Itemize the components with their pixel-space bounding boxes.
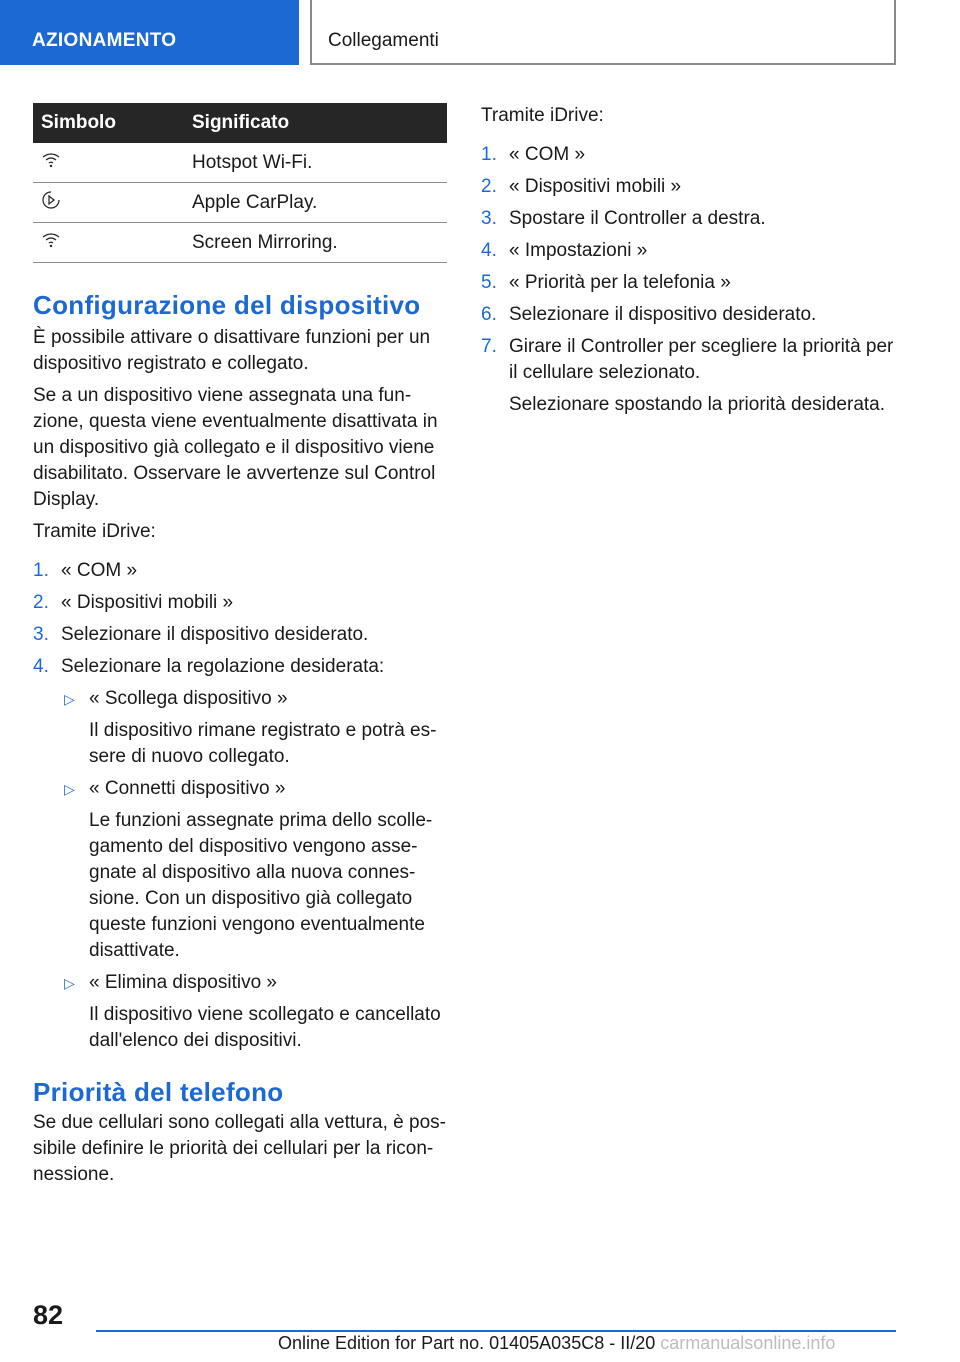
symbol-table [33,103,447,263]
table-header-meaning: Significato [192,103,447,143]
option-list [61,686,447,1054]
wifi-hotspot-icon [41,152,61,168]
priority-heading: Priorità del telefono [33,1077,284,1107]
table-row [33,143,447,183]
option-item: ▷ « Connetti dispositivo » Le funzioni assegnate prima dello scolle-gamento del dispositivo vengono asse-gnate al dispositivo alla nuova connes-sione. Con un dispositivo già collegato queste funzioni vengono eventualmente disattivate. [64,778,433,961]
list-item: 2. « Dispositivi mobili » [481,176,682,197]
meaning-cell: Apple CarPlay. [192,183,447,223]
section-tab[interactable]: AZIONAMENTO [0,0,299,65]
list-item: 1. « COM » [481,144,586,165]
list-item: 5. « Priorità per la telefonia » [481,272,731,293]
option-item: ▷ « Scollega dispositivo » Il dispositivo rimane registrato e potrà es-sere di nuovo collegato. [64,688,437,767]
right-column [481,103,901,418]
list-item: 4. « Impostazioni » [481,240,648,261]
screen-mirroring-icon [41,232,61,248]
edition-text: Online Edition for Part no. 01405A035C8 - II/20 [278,1333,656,1353]
list-item: 7. Girare il Controller per scegliere la priorità per il cellulare selezionato. Selezionare spostando la priorità desiderata. [481,334,901,418]
table-header-symbol: Simbolo [33,103,192,143]
priority-paragraph: Se due cellulari sono collegati alla vettura, è pos-sibile definire le priorità dei cellulari per la ricon-nessione. [33,1112,446,1185]
meaning-cell: Screen Mirroring. [192,223,447,263]
meaning-cell: Hotspot Wi-Fi. [192,143,447,183]
step-note: Selezionare spostando la priorità desiderata. [509,394,886,415]
triangle-bullet-icon: ▷ [64,691,75,707]
list-item: 4. Selezionare la regolazione desiderata: ▷ « Scollega dispositivo » Il dispositivo rimane registrato e potrà es-sere di nuovo collegato. ▷ « Connetti dispositivo » Le funzioni assegnate prima dello scolle-gamento del dispositivo vengono asse-gnate al dispositivo alla nuova connes-sione. Con un dispositivo già collegato queste funzioni vengono eventualmente disattivate. ▷ « Elimina dispositivo » Il dispositivo viene scollegato e cancellato dall'elenco dei dispositivi. [33,654,447,1054]
footer-edition [278,1333,835,1354]
list-item: 3. Selezionare il dispositivo desiderato. [33,624,369,645]
config-paragraph-1: È possibile attivare o disattivare funzioni per un dispositivo registrato e collegato. [33,327,431,374]
priority-via: Tramite iDrive: [481,105,604,126]
config-steps [33,558,447,1054]
list-item: 6. Selezionare il dispositivo desiderato. [481,304,817,325]
page-number: 82 [33,1300,64,1330]
triangle-bullet-icon: ▷ [64,781,75,797]
config-via: Tramite iDrive: [33,521,156,542]
config-heading: Configurazione del dispositivo [33,290,421,320]
list-item: 3. Spostare il Controller a destra. [481,208,766,229]
config-paragraph-2: Se a un dispositivo viene assegnata una fun-zione, questa viene eventualmente disattivata in un dispositivo già collegato e il dispositivo viene disabilitato. Osservare le avvertenze sul Control Display. [33,385,438,510]
footer-divider [96,1330,896,1332]
watermark[interactable]: carmanualsonline.info [660,1333,836,1353]
chapter-title: Collegamenti [310,0,896,65]
left-column [33,103,447,1188]
list-item: 2. « Dispositivi mobili » [33,592,234,613]
table-row [33,223,447,263]
carplay-icon [41,191,61,209]
option-item: ▷ « Elimina dispositivo » Il dispositivo viene scollegato e cancellato dall'elenco dei dispositivi. [64,972,441,1051]
table-row [33,183,447,223]
triangle-bullet-icon: ▷ [64,975,75,991]
list-item: 1. « COM » [33,560,138,581]
priority-steps [481,142,901,418]
